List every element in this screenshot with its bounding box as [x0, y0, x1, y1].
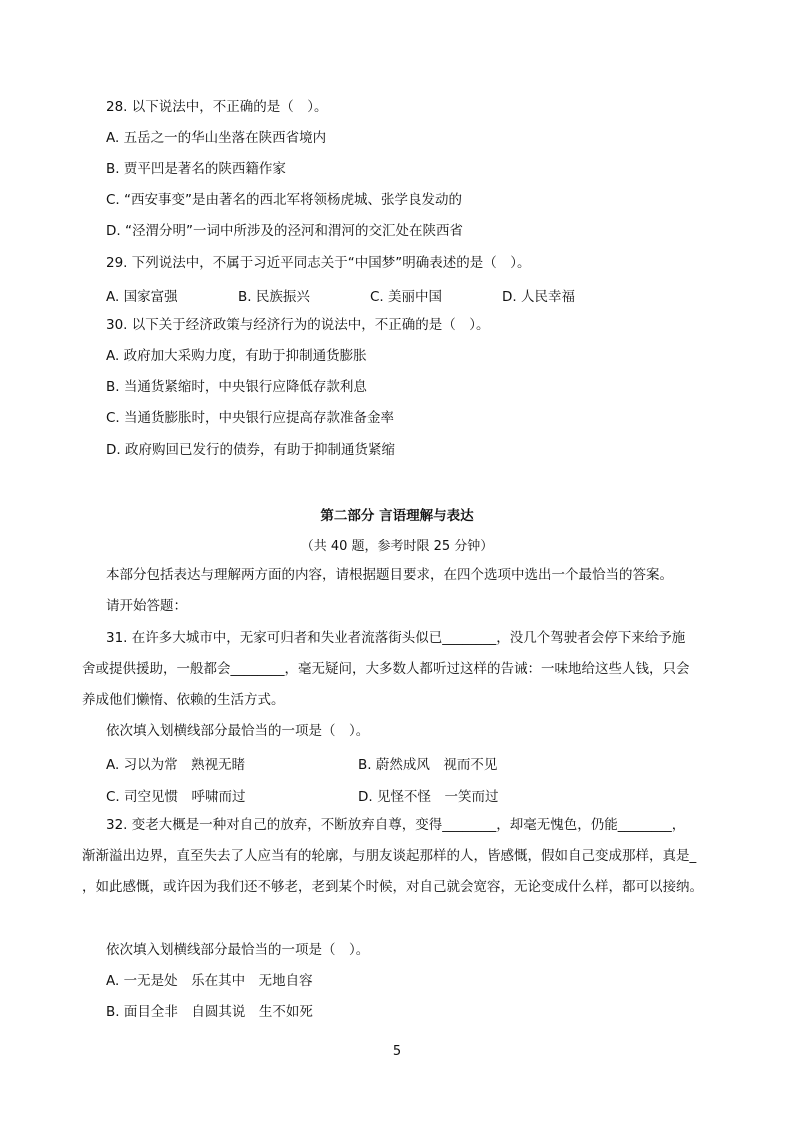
- q32-prompt: 依次填入划横线部分最恰当的一项是（ ）。: [106, 942, 370, 958]
- q31-prompt: 依次填入划横线部分最恰当的一项是（ ）。: [106, 723, 370, 739]
- q29-option-c: C. 美丽中国: [370, 289, 443, 305]
- q28-option-b: B. 贾平凹是著名的陕西籍作家: [106, 161, 286, 177]
- q32-line-1: 32. 变老大概是一种对自己的放弃，不断放弃自尊，变得________，却毫无愧色，仍能________，: [106, 817, 686, 833]
- q32-line-2: 渐渐溢出边界，直至失去了人应当有的轮廓，与朋友谈起那样的人，皆感慨，假如自己变成那样，真是_: [82, 848, 697, 864]
- q28-option-c: C. “西安事变”是由著名的西北军将领杨虎城、张学良发动的: [106, 192, 462, 208]
- q31-line-2: 舍或提供援助，一般都会________，毫无疑问，大多数人都听过这样的告诫：一味地给这些人钱，只会: [82, 661, 690, 677]
- q31-option-d: D. 见怪不怪 一笑而过: [358, 789, 499, 805]
- q32-option-b: B. 面目全非 自圆其说 生不如死: [106, 1004, 313, 1020]
- q31-option-b: B. 蔚然成风 视而不见: [358, 757, 498, 773]
- q30-option-a: A. 政府加大采购力度，有助于抑制通货膨胀: [106, 348, 367, 364]
- page-number: 5: [392, 1044, 402, 1059]
- q32-line-3: ，如此感慨，或许因为我们还不够老，老到某个时候，对自己就会宽容，无论变成什么样，都可以接纳。: [82, 879, 703, 895]
- q30-option-d: D. 政府购回已发行的债券，有助于抑制通货紧缩: [106, 442, 395, 458]
- q31-line-1: 31. 在许多大城市中，无家可归者和失业者流落街头似已________，没几个驾驶者会停下来给予施: [106, 630, 686, 646]
- part2-intro: 本部分包括表达与理解两方面的内容，请根据题目要求，在四个选项中选出一个最恰当的答案。: [106, 567, 673, 583]
- q29-option-d: D. 人民幸福: [502, 289, 575, 305]
- q29-option-b: B. 民族振兴: [238, 289, 310, 305]
- part2-start: 请开始答题：: [106, 598, 187, 614]
- q32-option-a: A. 一无是处 乐在其中 无地自容: [106, 973, 313, 989]
- q28-option-d: D. “泾渭分明”一词中所涉及的泾河和渭河的交汇处在陕西省: [106, 223, 463, 239]
- q29-stem: 29. 下列说法中，不属于习近平同志关于“中国梦”明确表述的是（ ）。: [106, 255, 531, 271]
- q31-option-c: C. 司空见惯 呼啸而过: [106, 789, 246, 805]
- q28-stem: 28. 以下说法中，不正确的是（ ）。: [106, 99, 328, 115]
- part2-subtitle: （共 40 题，参考时限 25 分钟）: [300, 539, 494, 554]
- q29-option-a: A. 国家富强: [106, 289, 178, 305]
- q30-option-b: B. 当通货紧缩时，中央银行应降低存款利息: [106, 379, 367, 395]
- q30-stem: 30. 以下关于经济政策与经济行为的说法中，不正确的是（ ）。: [106, 317, 490, 333]
- q31-option-a: A. 习以为常 熟视无睹: [106, 757, 246, 773]
- q28-option-a: A. 五岳之一的华山坐落在陕西省境内: [106, 130, 327, 146]
- part2-title: 第二部分 言语理解与表达: [320, 508, 474, 524]
- q31-line-3: 养成他们懒惰、依赖的生活方式。: [82, 692, 285, 708]
- q30-option-c: C. 当通货膨胀时，中央银行应提高存款准备金率: [106, 410, 395, 426]
